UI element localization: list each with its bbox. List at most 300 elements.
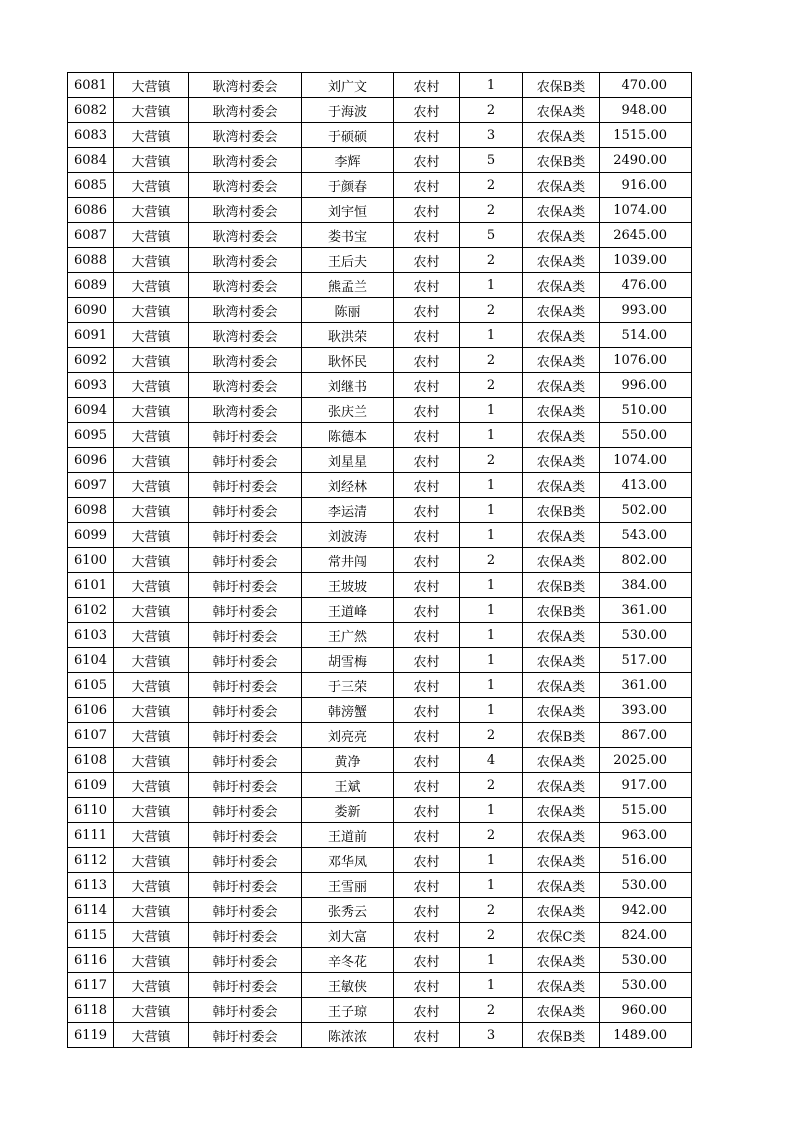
category-cell: 农保A类 <box>523 198 600 223</box>
amount-cell: 942.00 <box>600 898 692 923</box>
name-cell: 陈浓浓 <box>302 1023 394 1048</box>
town-cell: 大营镇 <box>114 248 189 273</box>
serial-number-cell: 6112 <box>68 848 114 873</box>
area-type-cell: 农村 <box>394 848 460 873</box>
area-type-cell: 农村 <box>394 373 460 398</box>
serial-number-cell: 6115 <box>68 923 114 948</box>
serial-number-cell: 6098 <box>68 498 114 523</box>
household-size-cell: 1 <box>460 873 523 898</box>
table-row <box>68 798 692 823</box>
table-row <box>68 648 692 673</box>
name-cell: 刘广文 <box>302 73 394 98</box>
town-cell: 大营镇 <box>114 473 189 498</box>
table-row <box>68 573 692 598</box>
village-committee-cell: 耿湾村委会 <box>189 348 302 373</box>
category-cell: 农保B类 <box>523 723 600 748</box>
village-committee-cell: 韩圩村委会 <box>189 523 302 548</box>
household-size-cell: 1 <box>460 698 523 723</box>
household-size-cell: 1 <box>460 798 523 823</box>
table-row <box>68 73 692 98</box>
name-cell: 于颜春 <box>302 173 394 198</box>
serial-number-cell: 6086 <box>68 198 114 223</box>
household-size-cell: 2 <box>460 898 523 923</box>
serial-number-cell: 6101 <box>68 573 114 598</box>
household-size-cell: 2 <box>460 723 523 748</box>
village-committee-cell: 韩圩村委会 <box>189 423 302 448</box>
village-committee-cell: 韩圩村委会 <box>189 623 302 648</box>
amount-cell: 1074.00 <box>600 198 692 223</box>
serial-number-cell: 6102 <box>68 598 114 623</box>
category-cell: 农保B类 <box>523 1023 600 1048</box>
village-committee-cell: 韩圩村委会 <box>189 548 302 573</box>
name-cell: 邓华凤 <box>302 848 394 873</box>
village-committee-cell: 耿湾村委会 <box>189 298 302 323</box>
village-committee-cell: 韩圩村委会 <box>189 448 302 473</box>
serial-number-cell: 6095 <box>68 423 114 448</box>
name-cell: 李运清 <box>302 498 394 523</box>
table-row <box>68 523 692 548</box>
town-cell: 大营镇 <box>114 223 189 248</box>
town-cell: 大营镇 <box>114 673 189 698</box>
serial-number-cell: 6097 <box>68 473 114 498</box>
amount-cell: 476.00 <box>600 273 692 298</box>
village-committee-cell: 韩圩村委会 <box>189 823 302 848</box>
table-row <box>68 823 692 848</box>
serial-number-cell: 6093 <box>68 373 114 398</box>
category-cell: 农保A类 <box>523 248 600 273</box>
household-size-cell: 1 <box>460 623 523 648</box>
category-cell: 农保B类 <box>523 148 600 173</box>
category-cell: 农保C类 <box>523 923 600 948</box>
area-type-cell: 农村 <box>394 323 460 348</box>
name-cell: 娄书宝 <box>302 223 394 248</box>
town-cell: 大营镇 <box>114 923 189 948</box>
amount-cell: 543.00 <box>600 523 692 548</box>
serial-number-cell: 6118 <box>68 998 114 1023</box>
town-cell: 大营镇 <box>114 198 189 223</box>
name-cell: 刘星星 <box>302 448 394 473</box>
table-row <box>68 198 692 223</box>
table-row <box>68 773 692 798</box>
household-size-cell: 2 <box>460 348 523 373</box>
town-cell: 大营镇 <box>114 998 189 1023</box>
amount-cell: 948.00 <box>600 98 692 123</box>
household-size-cell: 2 <box>460 923 523 948</box>
household-size-cell: 2 <box>460 448 523 473</box>
amount-cell: 517.00 <box>600 648 692 673</box>
amount-cell: 514.00 <box>600 323 692 348</box>
category-cell: 农保A类 <box>523 323 600 348</box>
name-cell: 陈德本 <box>302 423 394 448</box>
household-size-cell: 1 <box>460 473 523 498</box>
serial-number-cell: 6110 <box>68 798 114 823</box>
category-cell: 农保A类 <box>523 948 600 973</box>
table-row <box>68 448 692 473</box>
serial-number-cell: 6106 <box>68 698 114 723</box>
amount-cell: 361.00 <box>600 673 692 698</box>
category-cell: 农保A类 <box>523 223 600 248</box>
amount-cell: 530.00 <box>600 873 692 898</box>
village-committee-cell: 韩圩村委会 <box>189 973 302 998</box>
area-type-cell: 农村 <box>394 723 460 748</box>
category-cell: 农保A类 <box>523 898 600 923</box>
town-cell: 大营镇 <box>114 598 189 623</box>
name-cell: 王敏侠 <box>302 973 394 998</box>
amount-cell: 530.00 <box>600 623 692 648</box>
serial-number-cell: 6088 <box>68 248 114 273</box>
category-cell: 农保A类 <box>523 298 600 323</box>
village-committee-cell: 耿湾村委会 <box>189 223 302 248</box>
area-type-cell: 农村 <box>394 898 460 923</box>
household-size-cell: 5 <box>460 223 523 248</box>
amount-cell: 1489.00 <box>600 1023 692 1048</box>
town-cell: 大营镇 <box>114 823 189 848</box>
table-row <box>68 248 692 273</box>
town-cell: 大营镇 <box>114 873 189 898</box>
area-type-cell: 农村 <box>394 198 460 223</box>
town-cell: 大营镇 <box>114 1023 189 1048</box>
name-cell: 王道峰 <box>302 598 394 623</box>
category-cell: 农保A类 <box>523 998 600 1023</box>
table-row <box>68 398 692 423</box>
area-type-cell: 农村 <box>394 173 460 198</box>
town-cell: 大营镇 <box>114 298 189 323</box>
amount-cell: 550.00 <box>600 423 692 448</box>
area-type-cell: 农村 <box>394 623 460 648</box>
table-row <box>68 923 692 948</box>
name-cell: 耿怀民 <box>302 348 394 373</box>
table-row <box>68 423 692 448</box>
category-cell: 农保A类 <box>523 373 600 398</box>
category-cell: 农保A类 <box>523 748 600 773</box>
allowance-table <box>67 72 692 1048</box>
amount-cell: 802.00 <box>600 548 692 573</box>
serial-number-cell: 6114 <box>68 898 114 923</box>
village-committee-cell: 韩圩村委会 <box>189 873 302 898</box>
household-size-cell: 3 <box>460 1023 523 1048</box>
category-cell: 农保B类 <box>523 73 600 98</box>
household-size-cell: 2 <box>460 298 523 323</box>
area-type-cell: 农村 <box>394 698 460 723</box>
amount-cell: 2490.00 <box>600 148 692 173</box>
town-cell: 大营镇 <box>114 73 189 98</box>
name-cell: 辛冬花 <box>302 948 394 973</box>
amount-cell: 502.00 <box>600 498 692 523</box>
serial-number-cell: 6085 <box>68 173 114 198</box>
category-cell: 农保A类 <box>523 473 600 498</box>
village-committee-cell: 耿湾村委会 <box>189 248 302 273</box>
household-size-cell: 1 <box>460 523 523 548</box>
serial-number-cell: 6090 <box>68 298 114 323</box>
table-row <box>68 98 692 123</box>
town-cell: 大营镇 <box>114 848 189 873</box>
household-size-cell: 2 <box>460 98 523 123</box>
name-cell: 王坡坡 <box>302 573 394 598</box>
town-cell: 大营镇 <box>114 398 189 423</box>
area-type-cell: 农村 <box>394 398 460 423</box>
table-row <box>68 673 692 698</box>
village-committee-cell: 韩圩村委会 <box>189 598 302 623</box>
household-size-cell: 1 <box>460 273 523 298</box>
household-size-cell: 1 <box>460 598 523 623</box>
town-cell: 大营镇 <box>114 423 189 448</box>
amount-cell: 2645.00 <box>600 223 692 248</box>
household-size-cell: 5 <box>460 148 523 173</box>
village-committee-cell: 耿湾村委会 <box>189 398 302 423</box>
serial-number-cell: 6117 <box>68 973 114 998</box>
amount-cell: 530.00 <box>600 948 692 973</box>
serial-number-cell: 6092 <box>68 348 114 373</box>
area-type-cell: 农村 <box>394 98 460 123</box>
name-cell: 胡雪梅 <box>302 648 394 673</box>
household-size-cell: 2 <box>460 548 523 573</box>
table-row <box>68 598 692 623</box>
name-cell: 刘宇恒 <box>302 198 394 223</box>
town-cell: 大营镇 <box>114 523 189 548</box>
category-cell: 农保A类 <box>523 398 600 423</box>
town-cell: 大营镇 <box>114 98 189 123</box>
category-cell: 农保A类 <box>523 623 600 648</box>
table-row <box>68 273 692 298</box>
name-cell: 王后夫 <box>302 248 394 273</box>
table-row <box>68 873 692 898</box>
village-committee-cell: 韩圩村委会 <box>189 998 302 1023</box>
amount-cell: 510.00 <box>600 398 692 423</box>
household-size-cell: 1 <box>460 498 523 523</box>
category-cell: 农保B类 <box>523 598 600 623</box>
household-size-cell: 2 <box>460 998 523 1023</box>
name-cell: 刘大富 <box>302 923 394 948</box>
category-cell: 农保A类 <box>523 548 600 573</box>
area-type-cell: 农村 <box>394 823 460 848</box>
household-size-cell: 3 <box>460 123 523 148</box>
name-cell: 于三荣 <box>302 673 394 698</box>
town-cell: 大营镇 <box>114 723 189 748</box>
village-committee-cell: 耿湾村委会 <box>189 98 302 123</box>
area-type-cell: 农村 <box>394 473 460 498</box>
amount-cell: 384.00 <box>600 573 692 598</box>
area-type-cell: 农村 <box>394 573 460 598</box>
household-size-cell: 1 <box>460 673 523 698</box>
serial-number-cell: 6081 <box>68 73 114 98</box>
amount-cell: 960.00 <box>600 998 692 1023</box>
serial-number-cell: 6083 <box>68 123 114 148</box>
category-cell: 农保A类 <box>523 173 600 198</box>
village-committee-cell: 韩圩村委会 <box>189 748 302 773</box>
village-committee-cell: 韩圩村委会 <box>189 923 302 948</box>
amount-cell: 1074.00 <box>600 448 692 473</box>
category-cell: 农保A类 <box>523 673 600 698</box>
area-type-cell: 农村 <box>394 148 460 173</box>
household-size-cell: 2 <box>460 198 523 223</box>
household-size-cell: 2 <box>460 773 523 798</box>
town-cell: 大营镇 <box>114 448 189 473</box>
serial-number-cell: 6100 <box>68 548 114 573</box>
village-committee-cell: 韩圩村委会 <box>189 1023 302 1048</box>
table-row <box>68 623 692 648</box>
amount-cell: 916.00 <box>600 173 692 198</box>
serial-number-cell: 6107 <box>68 723 114 748</box>
area-type-cell: 农村 <box>394 348 460 373</box>
serial-number-cell: 6105 <box>68 673 114 698</box>
category-cell: 农保A类 <box>523 798 600 823</box>
category-cell: 农保A类 <box>523 448 600 473</box>
town-cell: 大营镇 <box>114 173 189 198</box>
category-cell: 农保A类 <box>523 848 600 873</box>
area-type-cell: 农村 <box>394 448 460 473</box>
household-size-cell: 2 <box>460 373 523 398</box>
category-cell: 农保B类 <box>523 573 600 598</box>
amount-cell: 993.00 <box>600 298 692 323</box>
serial-number-cell: 6119 <box>68 1023 114 1048</box>
household-size-cell: 1 <box>460 323 523 348</box>
table-row <box>68 748 692 773</box>
amount-cell: 2025.00 <box>600 748 692 773</box>
household-size-cell: 1 <box>460 423 523 448</box>
serial-number-cell: 6094 <box>68 398 114 423</box>
name-cell: 张秀云 <box>302 898 394 923</box>
category-cell: 农保A类 <box>523 423 600 448</box>
household-size-cell: 2 <box>460 248 523 273</box>
table-row <box>68 473 692 498</box>
area-type-cell: 农村 <box>394 948 460 973</box>
area-type-cell: 农村 <box>394 773 460 798</box>
village-committee-cell: 耿湾村委会 <box>189 198 302 223</box>
town-cell: 大营镇 <box>114 373 189 398</box>
area-type-cell: 农村 <box>394 273 460 298</box>
area-type-cell: 农村 <box>394 1023 460 1048</box>
area-type-cell: 农村 <box>394 73 460 98</box>
area-type-cell: 农村 <box>394 998 460 1023</box>
town-cell: 大营镇 <box>114 323 189 348</box>
village-committee-cell: 耿湾村委会 <box>189 373 302 398</box>
name-cell: 于海波 <box>302 98 394 123</box>
amount-cell: 1076.00 <box>600 348 692 373</box>
table-row <box>68 298 692 323</box>
category-cell: 农保B类 <box>523 498 600 523</box>
amount-cell: 996.00 <box>600 373 692 398</box>
area-type-cell: 农村 <box>394 748 460 773</box>
name-cell: 刘亮亮 <box>302 723 394 748</box>
name-cell: 陈丽 <box>302 298 394 323</box>
name-cell: 李辉 <box>302 148 394 173</box>
name-cell: 王斌 <box>302 773 394 798</box>
table-row <box>68 998 692 1023</box>
category-cell: 农保A类 <box>523 873 600 898</box>
town-cell: 大营镇 <box>114 898 189 923</box>
name-cell: 王子琼 <box>302 998 394 1023</box>
name-cell: 王广然 <box>302 623 394 648</box>
village-committee-cell: 耿湾村委会 <box>189 73 302 98</box>
serial-number-cell: 6082 <box>68 98 114 123</box>
table-row <box>68 698 692 723</box>
household-size-cell: 1 <box>460 648 523 673</box>
town-cell: 大营镇 <box>114 273 189 298</box>
name-cell: 王道前 <box>302 823 394 848</box>
village-committee-cell: 韩圩村委会 <box>189 773 302 798</box>
town-cell: 大营镇 <box>114 748 189 773</box>
serial-number-cell: 6089 <box>68 273 114 298</box>
amount-cell: 530.00 <box>600 973 692 998</box>
serial-number-cell: 6091 <box>68 323 114 348</box>
name-cell: 张庆兰 <box>302 398 394 423</box>
name-cell: 常井闯 <box>302 548 394 573</box>
name-cell: 刘波涛 <box>302 523 394 548</box>
amount-cell: 516.00 <box>600 848 692 873</box>
area-type-cell: 农村 <box>394 973 460 998</box>
area-type-cell: 农村 <box>394 648 460 673</box>
amount-cell: 1515.00 <box>600 123 692 148</box>
village-committee-cell: 韩圩村委会 <box>189 648 302 673</box>
village-committee-cell: 韩圩村委会 <box>189 673 302 698</box>
village-committee-cell: 耿湾村委会 <box>189 173 302 198</box>
category-cell: 农保A类 <box>523 123 600 148</box>
serial-number-cell: 6108 <box>68 748 114 773</box>
amount-cell: 867.00 <box>600 723 692 748</box>
town-cell: 大营镇 <box>114 548 189 573</box>
serial-number-cell: 6087 <box>68 223 114 248</box>
area-type-cell: 农村 <box>394 423 460 448</box>
household-size-cell: 2 <box>460 173 523 198</box>
table-row <box>68 123 692 148</box>
table-row <box>68 848 692 873</box>
area-type-cell: 农村 <box>394 873 460 898</box>
area-type-cell: 农村 <box>394 523 460 548</box>
category-cell: 农保A类 <box>523 973 600 998</box>
area-type-cell: 农村 <box>394 123 460 148</box>
household-size-cell: 1 <box>460 73 523 98</box>
table-body <box>68 73 692 1048</box>
serial-number-cell: 6113 <box>68 873 114 898</box>
village-committee-cell: 耿湾村委会 <box>189 123 302 148</box>
amount-cell: 1039.00 <box>600 248 692 273</box>
amount-cell: 917.00 <box>600 773 692 798</box>
area-type-cell: 农村 <box>394 923 460 948</box>
serial-number-cell: 6104 <box>68 648 114 673</box>
area-type-cell: 农村 <box>394 248 460 273</box>
serial-number-cell: 6116 <box>68 948 114 973</box>
area-type-cell: 农村 <box>394 673 460 698</box>
category-cell: 农保A类 <box>523 698 600 723</box>
town-cell: 大营镇 <box>114 973 189 998</box>
serial-number-cell: 6103 <box>68 623 114 648</box>
household-size-cell: 4 <box>460 748 523 773</box>
town-cell: 大营镇 <box>114 698 189 723</box>
area-type-cell: 农村 <box>394 223 460 248</box>
area-type-cell: 农村 <box>394 598 460 623</box>
serial-number-cell: 6096 <box>68 448 114 473</box>
village-committee-cell: 韩圩村委会 <box>189 798 302 823</box>
table-row <box>68 723 692 748</box>
village-committee-cell: 韩圩村委会 <box>189 723 302 748</box>
village-committee-cell: 韩圩村委会 <box>189 498 302 523</box>
table-row <box>68 498 692 523</box>
table-row <box>68 948 692 973</box>
amount-cell: 393.00 <box>600 698 692 723</box>
serial-number-cell: 6109 <box>68 773 114 798</box>
town-cell: 大营镇 <box>114 123 189 148</box>
town-cell: 大营镇 <box>114 948 189 973</box>
category-cell: 农保A类 <box>523 523 600 548</box>
table-row <box>68 973 692 998</box>
name-cell: 刘经林 <box>302 473 394 498</box>
amount-cell: 515.00 <box>600 798 692 823</box>
name-cell: 黄净 <box>302 748 394 773</box>
serial-number-cell: 6111 <box>68 823 114 848</box>
amount-cell: 413.00 <box>600 473 692 498</box>
category-cell: 农保A类 <box>523 273 600 298</box>
village-committee-cell: 韩圩村委会 <box>189 473 302 498</box>
